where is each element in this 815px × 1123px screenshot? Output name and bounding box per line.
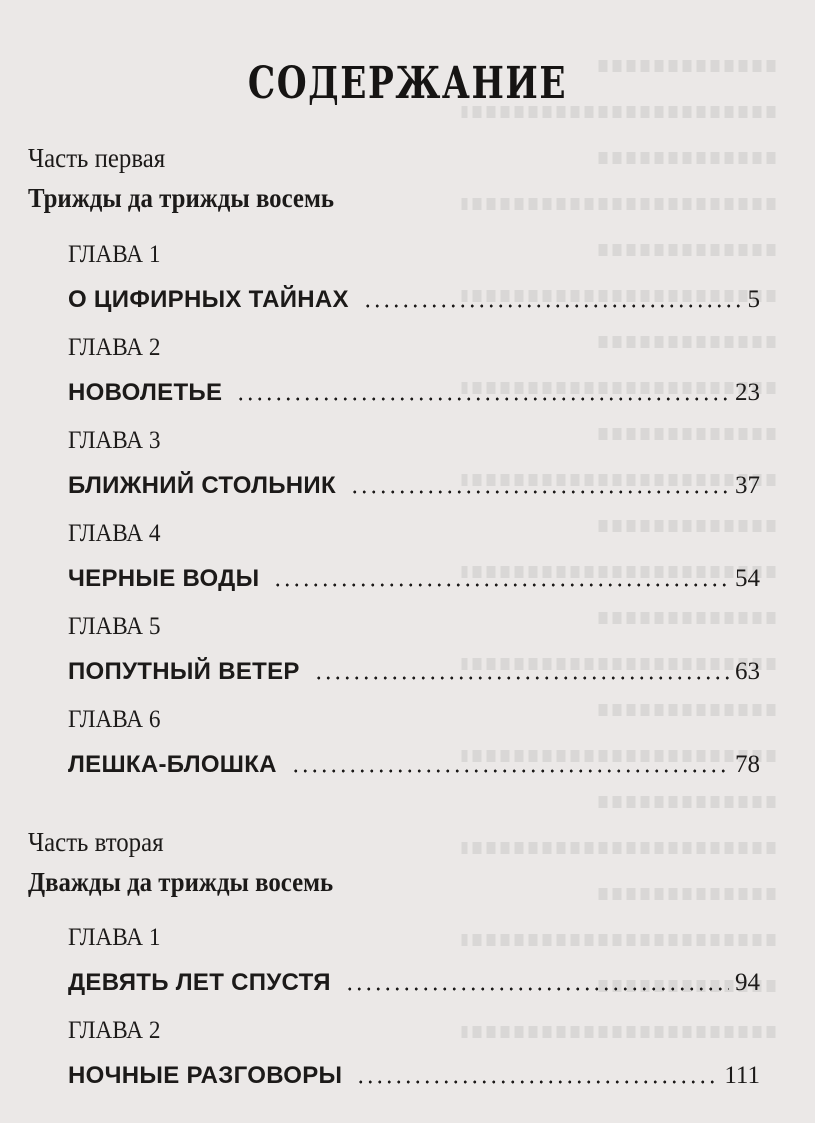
dot-leader <box>314 675 729 681</box>
part-1-title: Трижды да трижды восемь <box>28 183 335 213</box>
chapter-label: ГЛАВА 1 <box>68 241 161 268</box>
chapter-title: ПОПУТНЫЙ ВЕТЕР <box>68 658 300 685</box>
toc-entry-part1-ch3[interactable] <box>68 426 760 501</box>
page-number: 5 <box>747 286 760 313</box>
chapter-label: ГЛАВА 4 <box>68 520 161 547</box>
part-2-title: Дважды да трижды восемь <box>28 867 334 897</box>
chapter-label: ГЛАВА 2 <box>68 334 161 361</box>
dot-leader <box>356 1079 718 1085</box>
page-title: СОДЕРЖАНИЕ <box>247 58 568 109</box>
dot-leader <box>236 396 729 402</box>
chapter-label: ГЛАВА 2 <box>68 1017 161 1044</box>
chapter-title: НОВОЛЕТЬЕ <box>68 379 223 406</box>
page-number: 23 <box>735 379 760 406</box>
page-number: 94 <box>735 969 760 996</box>
toc-entry-part2-ch1[interactable] <box>68 923 760 998</box>
chapter-title: ДЕВЯТЬ ЛЕТ СПУСТЯ <box>68 969 331 996</box>
page-number: 54 <box>735 565 760 592</box>
chapter-title: ЛЕШКА-БЛОШКА <box>68 751 277 778</box>
chapter-title: ЧЕРНЫЕ ВОДЫ <box>68 565 260 592</box>
toc-entry-part2-ch2[interactable] <box>68 1016 760 1091</box>
page-number: 78 <box>735 751 760 778</box>
toc-entry-part1-ch2[interactable] <box>68 333 760 408</box>
chapter-label: ГЛАВА 3 <box>68 427 161 454</box>
chapter-label: ГЛАВА 5 <box>68 613 161 640</box>
chapter-label: ГЛАВА 6 <box>68 706 161 733</box>
chapter-label: ГЛАВА 1 <box>68 924 161 951</box>
page-number: 111 <box>724 1062 760 1089</box>
page-number: 37 <box>735 472 760 499</box>
chapter-title: БЛИЖНИЙ СТОЛЬНИК <box>68 472 336 499</box>
page-number: 63 <box>735 658 760 685</box>
dot-leader <box>273 582 729 588</box>
part-1-label: Часть первая <box>28 143 166 173</box>
dot-leader <box>345 986 729 992</box>
toc-entry-part1-ch6[interactable] <box>68 705 760 780</box>
dot-leader <box>363 303 742 309</box>
dot-leader <box>350 489 729 495</box>
toc-entry-part1-ch1[interactable] <box>68 240 760 315</box>
chapter-title: НОЧНЫЕ РАЗГОВОРЫ <box>68 1062 343 1089</box>
toc-entry-part1-ch5[interactable] <box>68 612 760 687</box>
chapter-title: О ЦИФИРНЫХ ТАЙНАХ <box>68 286 349 313</box>
dot-leader <box>291 768 729 774</box>
toc-entry-part1-ch4[interactable] <box>68 519 760 594</box>
part-2-label: Часть вторая <box>28 827 164 857</box>
